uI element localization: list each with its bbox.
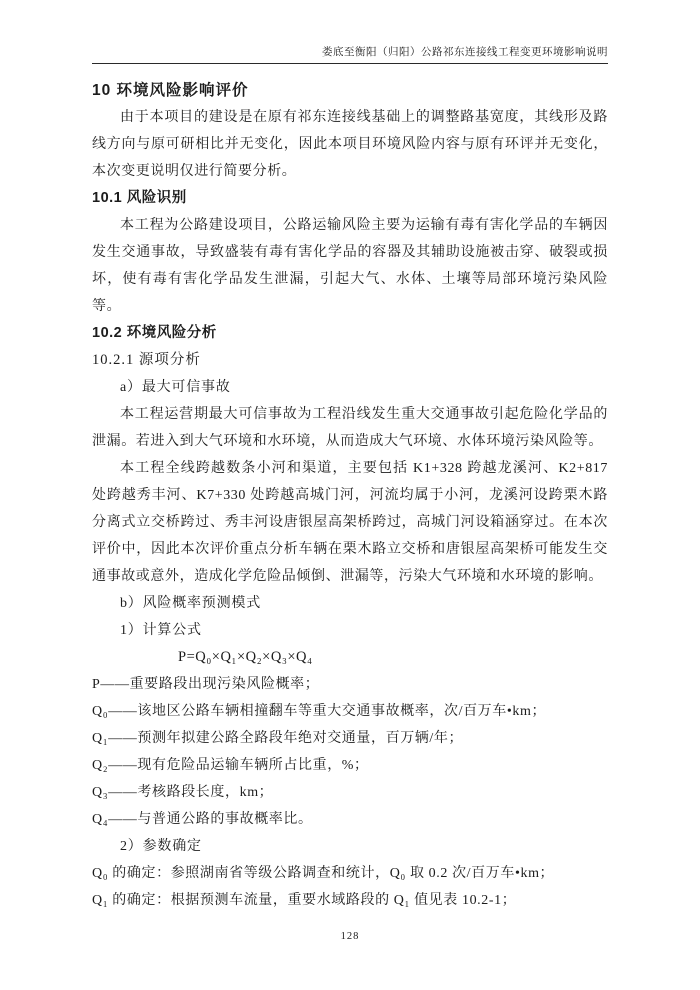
definition-q3: Q₃——考核路段长度，km； bbox=[92, 785, 274, 800]
paragraph-risk-identification: 本工程为公路建设项目，公路运输风险主要为运输有毒有害化学品的车辆因发生交通事故，导致盛装有毒有害化学品的容器及其辅助设施被击穿、破裂或损坏，使有毒有害化学品发生泄漏，引起大气、水体、土壤等局部环境污染风险等。 bbox=[92, 218, 608, 314]
definition-q1: Q₁——预测年拟建公路全路段年绝对交通量，百万辆/年； bbox=[92, 731, 464, 746]
definition-q2: Q₂——现有危险品运输车辆所占比重，%； bbox=[92, 758, 369, 773]
section-heading-10-2: 10.2 环境风险分析 bbox=[92, 325, 217, 341]
section-heading-10-2-1: 10.2.1 源项分析 bbox=[92, 352, 201, 368]
list-item-1-calculation-formula: 1）计算公式 bbox=[120, 623, 202, 638]
definition-q0: Q₀——该地区公路车辆相撞翻车等重大交通事故概率，次/百万车•km； bbox=[92, 704, 547, 719]
paragraph-max-credible-accident: 本工程运营期最大可信事故为工程沿线发生重大交通事故引起危险化学品的泄漏。若进入到大气环境和水环境，从而造成大气环境、水体环境污染风险等。 bbox=[92, 407, 608, 449]
section-heading-10: 10 环境风险影响评价 bbox=[92, 82, 249, 99]
paragraph-intro: 由于本项目的建设是在原有祁东连接线基础上的调整路基宽度，其线形及路线方向与原可研相比并无变化，因此本项目环境风险内容与原有环评并无变化，本次变更说明仅进行简要分析。 bbox=[92, 110, 608, 179]
page-header-running-title: 娄底至衡阳（归阳）公路祁东连接线工程变更环境影响说明 bbox=[92, 0, 608, 64]
list-item-a-max-credible-accident: a）最大可信事故 bbox=[120, 380, 231, 395]
list-item-b-risk-probability-model: b）风险概率预测模式 bbox=[120, 596, 261, 611]
paragraph-river-crossings: 本工程全线跨越数条小河和渠道，主要包括 K1+328 跨越龙溪河、K2+817 处跨越秀丰河、K7+330 处跨越高城门河，河流均属于小河，龙溪河设跨栗木路分离式立交桥跨过、秀丰河设唐银屋高架桥跨过，高城门河设箱涵穿过。在本次评价中，因此本次评价重点分析车辆在栗木路立交桥和唐银屋高架桥可能发生交通事故或意外，造成化学危险品倾倒、泄漏等，污染大气环境和水环境的影响。 bbox=[92, 461, 608, 584]
definition-p: P——重要路段出现污染风险概率； bbox=[92, 677, 320, 692]
page-number: 128 bbox=[340, 931, 360, 942]
section-heading-10-1: 10.1 风险识别 bbox=[92, 190, 187, 206]
definition-q1-value: Q₁ 的确定：根据预测车流量，重要水域路段的 Q₁ 值见表 10.2-1； bbox=[92, 893, 517, 908]
definition-q4: Q₄——与普通公路的事故概率比。 bbox=[92, 812, 313, 827]
definition-q0-value: Q₀ 的确定：参照湖南省等级公路调查和统计，Q₀ 取 0.2 次/百万车•km； bbox=[92, 866, 555, 881]
document-body bbox=[92, 77, 608, 914]
list-item-2-parameter-determination: 2）参数确定 bbox=[120, 839, 202, 854]
risk-probability-formula: P=Q₀×Q₁×Q₂×Q₃×Q₄ bbox=[178, 649, 313, 665]
